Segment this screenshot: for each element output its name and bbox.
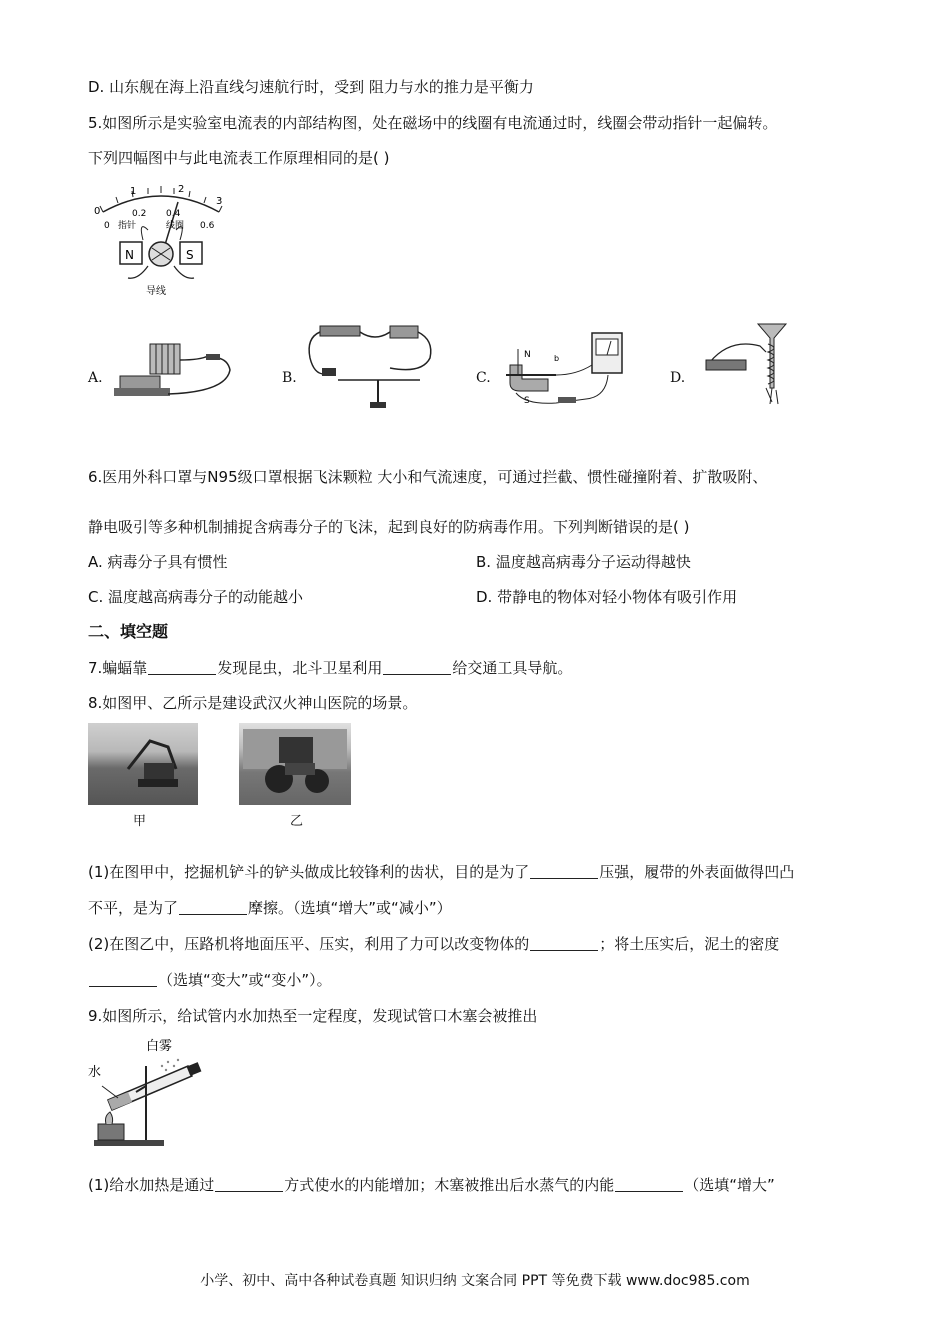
q6-option-c: C. 温度越高病毒分子的动能越小 [88,588,304,606]
meter-top-2: 2 [178,184,185,195]
q8-blank-3[interactable] [530,936,598,951]
label-yi: 乙 [290,814,304,829]
q9-blank-2[interactable] [615,1177,683,1192]
meter-top-3: 3 [216,196,223,207]
q8-blank-4[interactable] [89,972,157,987]
section-heading: 二、填空题 [88,622,169,641]
q5-option-d-figure [700,318,810,418]
q8-sub1-text-b: 压强，履带的外表面做得凹凸 [599,863,795,881]
meter-label-coil: 线圈 [166,221,185,231]
q8-sub2-line2 [88,970,332,990]
q8-sub1-text-a: (1)在图甲中，挖掘机铲斗的铲头做成比较锋利的齿状，目的是为了 [88,863,530,881]
label-white-fog: 白雾 [146,1039,173,1054]
q6-option-a: A. 病毒分子具有惯性 [88,553,228,571]
fig-c-pole-n: N [524,350,531,360]
page-footer: 小学、初中、高中各种试卷真题 知识归纳 文案合同 PPT 等免费下载 www.doc985.com [200,1273,750,1289]
q9-sub1-text-c: （选填“增大” [684,1176,775,1194]
q5-option-c-label: C. [476,370,491,386]
q5-option-b-label: B. [282,370,297,386]
label-water: 水 [88,1065,102,1080]
label-jia: 甲 [133,814,147,829]
q9-sub1-line1 [88,1175,775,1195]
fig-c-label-b: b [554,354,560,363]
q7-blank-1[interactable] [148,660,216,675]
q8-sub1-line1 [88,862,794,882]
q5-option-c-figure [496,325,636,415]
q8-stem: 8.如图甲、乙所示是建设武汉火神山医院的场景。 [88,694,418,712]
meter-bottom-04: 0.4 [166,209,181,219]
q7-part2: 发现昆虫，北斗卫星利用 [217,659,383,677]
q9-sub1-text-b: 方式使水的内能增加；木塞被推出后水蒸气的内能 [284,1176,615,1194]
meter-magnet-n: N [125,248,134,262]
q8-sub2-text-a: (2)在图乙中，压路机将地面压平、压实，利用了力可以改变物体的 [88,935,530,953]
q7-stem [88,658,572,678]
q5-stem-line1: 5.如图所示是实验室电流表的内部结构图，处在磁场中的线圈有电流通过时，线圈会带动指针一起偏转。 [88,114,778,132]
photo-road-roller [239,723,351,805]
q5-option-b-figure [300,318,440,418]
q5-option-d-label: D. [670,370,686,386]
ammeter-structure-diagram [88,180,238,300]
fig-c-pole-s: S [524,396,530,406]
q8-sub2-line1 [88,934,779,954]
q8-sub1-text-c: 不平，是为了 [88,899,179,917]
q6-stem-line1: 6.医用外科口罩与N95级口罩根据飞沫颗粒 大小和气流速度，可通过拦截、惯性碰撞附着、扩散吸附、 [88,468,768,486]
q5-option-a-label: A. [88,370,103,386]
test-tube-heating-diagram [88,1036,218,1148]
q6-option-d: D. 带静电的物体对轻小物体有吸引作用 [476,588,738,606]
meter-top-0: 0 [94,206,101,217]
meter-label-wire: 导线 [146,286,166,297]
q7-part1: 7.蝙蝠靠 [88,659,148,677]
meter-top-1: 1 [130,186,137,197]
q8-sub1-text-d: 摩擦。（选填“增大”或“减小”） [248,899,452,917]
q5-option-a-figure [108,330,238,410]
q8-sub2-text-c: （选填“变大”或“变小”）。 [158,971,332,989]
meter-magnet-s: S [186,248,194,262]
q4-option-d: D. 山东舰在海上沿直线匀速航行时，受到 阻力与水的推力是平衡力 [88,78,534,96]
q9-stem: 9.如图所示，给试管内水加热至一定程度，发现试管口木塞会被推出 [88,1007,538,1025]
meter-bottom-06: 0.6 [200,221,215,231]
q6-stem-line2: 静电吸引等多种机制捕捉含病毒分子的飞沫，起到良好的防病毒作用。下列判断错误的是( ) [88,518,690,536]
q9-blank-1[interactable] [215,1177,283,1192]
q8-sub1-line2 [88,898,452,918]
q7-part3: 给交通工具导航。 [452,659,573,677]
meter-bottom-02: 0.2 [132,209,147,219]
q8-blank-1[interactable] [530,864,598,879]
meter-label-pointer: 指针 [118,221,137,231]
q7-blank-2[interactable] [383,660,451,675]
q6-option-b: B. 温度越高病毒分子运动得越快 [476,553,691,571]
q9-sub1-text-a: (1)给水加热是通过 [88,1176,215,1194]
q5-stem-line2: 下列四幅图中与此电流表工作原理相同的是( ) [88,149,390,167]
photo-excavator [88,723,198,805]
meter-bottom-0: 0 [104,221,110,231]
q8-sub2-text-b: ；将土压实后，泥土的密度 [599,935,780,953]
q8-blank-2[interactable] [179,900,247,915]
